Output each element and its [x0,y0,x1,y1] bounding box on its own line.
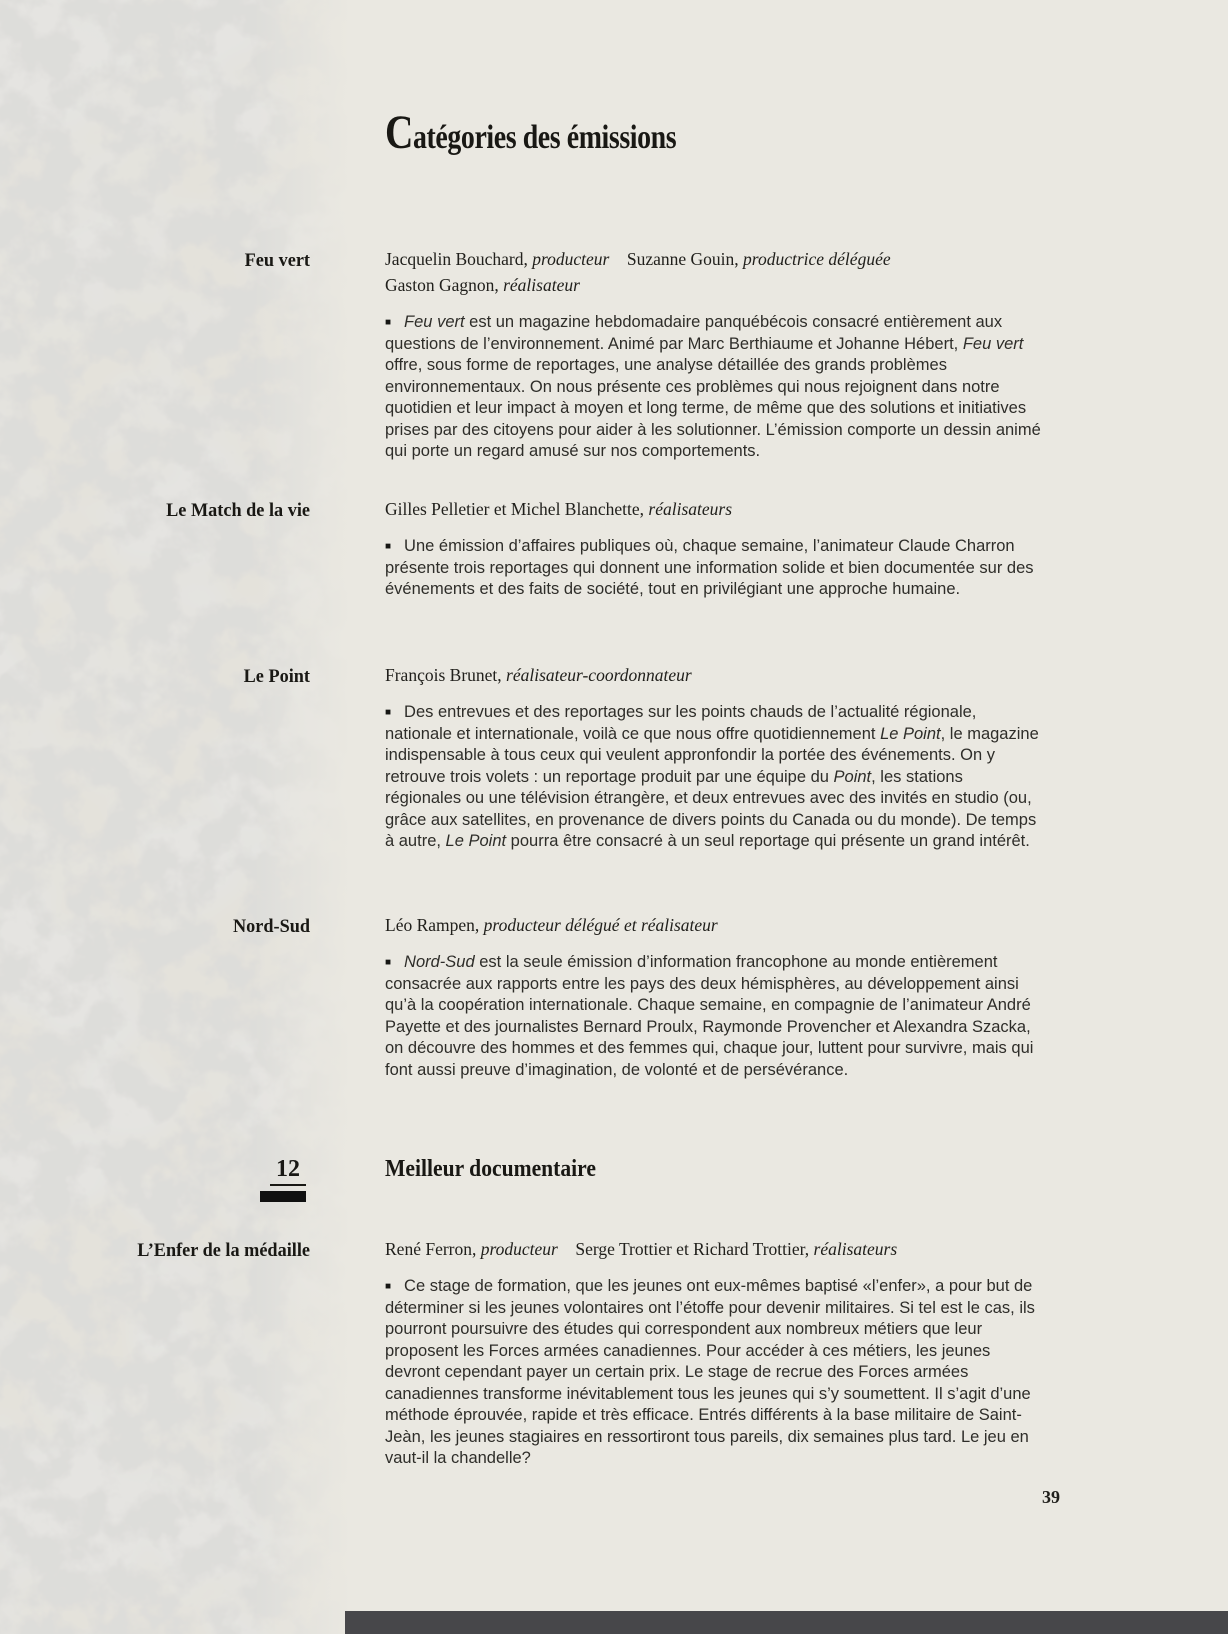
show-description [385,702,1043,853]
section-heading: Meilleur documentaire [385,1156,596,1182]
square-bullet-icon: ■ [385,1281,392,1292]
show-credits [385,662,1043,688]
description-text: Feu vert est un magazine hebdomadaire panquébécois consacré entièrement aux questions de l’environnement. Animé par Marc Berthiaume et Johanne Hébert, Feu vert offre, sous forme de reportages, une analyse détaillée des grands problèmes environnementaux. On nous présente ces problèmes qui nous rejoignent dans notre quotidien et leur impact à moyen et long terme, de même que des solutions et initiatives prises par des citoyens pour aider à les solutionner. L’émission comporte un dessin animé qui porte un regard amusé sur nos comportements. [385,313,1041,460]
credits-line: René Ferron, producteur Serge Trottier et Richard Trottier, réalisateurs [385,1239,898,1259]
credits-line: Gaston Gagnon, réalisateur [385,275,580,295]
description-text: Des entrevues et des reportages sur les points chauds de l’actualité régionale, nationale et internationale, voilà ce que nous offre quotidiennement Le Point, le magazine indispensable à tous ceux qui veulent appronfondir la portée des événements. On y retrouve trois volets : un reportage produit par une équipe du Point, les stations régionales ou une télévision étrangère, et deux entrevues avec des invités en studio (ou, grâce aux satellites, en provenance de divers points du Canada ou du monde). De temps à autre, Le Point pourra être consacré à un seul reportage qui présente un grand intérêt. [385,703,1039,850]
square-bullet-icon: ■ [385,957,392,968]
show-label-le-match-de-la-vie: Le Match de la vie [166,500,310,521]
description-text: Nord-Sud est la seule émission d’information francophone au monde entièrement consacrée aux rapports entre les pays des deux hémisphères, au développement ainsi qu’à la coopération internationale. Chaque semaine, en compagnie de l’animateur André Payette et des journalistes Bernard Proulx, Raymonde Provencher et Alexandra Szacka, on découvre des hommes et des femmes qui, chaque jour, luttent pour survivre, mais qui font aussi preuve d’imagination, de volonté et de persévérance. [385,953,1034,1079]
page-number-39: 39 [1042,1487,1060,1507]
square-bullet-icon: ■ [385,317,392,328]
show-description [385,536,1043,601]
show-label-feu-vert: Feu vert [244,250,310,271]
folio-left [258,1156,318,1202]
show-credits [385,912,1043,938]
texture-band [0,0,352,1634]
folio-bar [260,1191,306,1202]
credits-line: Jacquelin Bouchard, producteur Suzanne Gouin, productrice déléguée [385,249,891,269]
show-label-le-point: Le Point [243,666,310,687]
description-text: Une émission d’affaires publiques où, chaque semaine, l’animateur Claude Charron présente trois reportages qui donnent une information solide et bien documentée sur des événements et des faits de société, tout en privilégiant une approche humaine. [385,537,1034,598]
show-label-nord-sud: Nord-Sud [232,916,310,937]
credits-line: Gilles Pelletier et Michel Blanchette, réalisateurs [385,499,733,519]
description-text: Ce stage de formation, que les jeunes ont eux-mêmes baptisé «l’enfer», a pour but de déterminer si les jeunes volontaires ont l’étoffe pour devenir militaires. Si tel est le cas, ils pourront poursuivre des études qui correspondent aux nombreux métiers que leur proposent les Forces armées canadiennes. Pour accéder à ces métiers, les jeunes devront cependant payer un certain prix. Le stage de recrue des Forces armées canadiennes transforme inévitablement tous les jeunes qui s’y soumettent. Il s’agit d’une méthode éprouvée, rapide et très efficace. Entrés différents à la base militaire de Saint-Jeàn, les jeunes stagiaires en ressortiront tous pareils, dix semaines plus tard. Le jeu en vaut-il la chandelle? [385,1277,1035,1467]
show-description [385,312,1043,463]
page-number-12: 12 [270,1156,306,1186]
show-label-l-enfer-de-la-medaille: L’Enfer de la médaille [137,1240,310,1261]
credits-line: Léo Rampen, producteur délégué et réalisateur [385,915,718,935]
show-credits [385,496,1043,522]
show-credits [385,1236,1043,1262]
show-credits [385,246,1043,298]
credits-line: François Brunet, réalisateur-coordonnateur [385,665,692,685]
show-description [385,952,1043,1081]
square-bullet-icon: ■ [385,707,392,718]
bottom-scan-bar [345,1611,1228,1634]
show-description [385,1276,1043,1470]
square-bullet-icon: ■ [385,541,392,552]
page-title: Catégories des émissions [385,106,677,159]
